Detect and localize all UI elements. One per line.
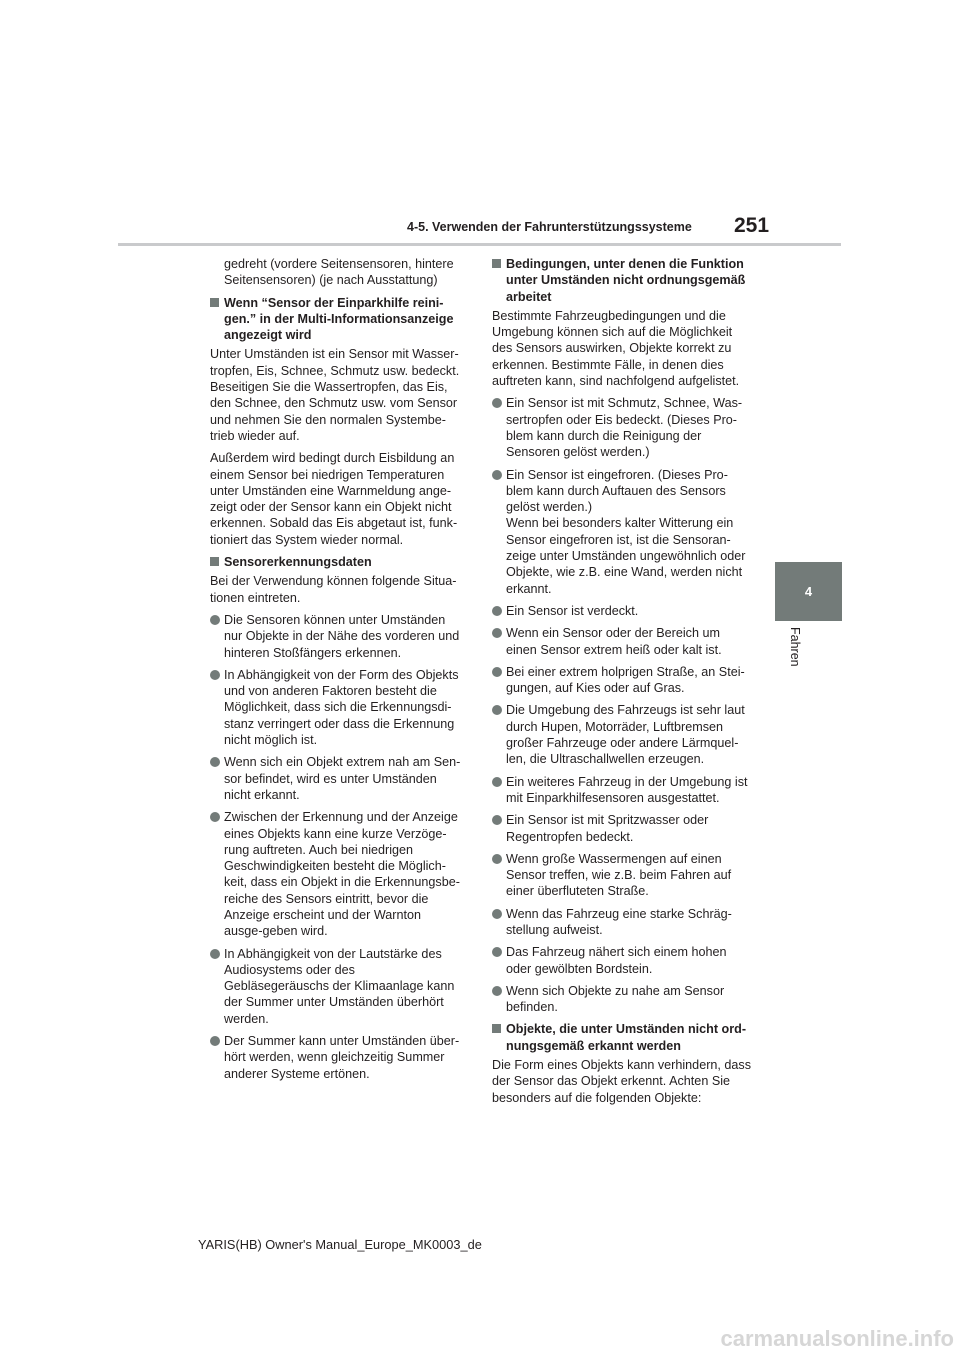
paragraph: Die Form eines Objekts kann verhindern, dass der Sensor das Objekt erkennt. Achten Sie besonders auf die folgenden Objekte: — [492, 1058, 751, 1105]
list-item-text: Der Summer kann unter Umständen über-hört werden, wenn gleichzeitig Summer anderer Systeme ertönen. — [224, 1034, 460, 1081]
paragraph: Außerdem wird bedingt durch Eisbildung an einem Sensor bei niedrigen Temperaturen unter Umständen eine Warnmeldung ange-zeigt oder der Sensor kann ein Objekt nicht erkennen. Sobald das Eis abgetaut ist, funk-tioniert das System wieder normal. — [210, 451, 458, 547]
circle-bullet-icon — [210, 670, 220, 680]
section-heading — [210, 295, 462, 344]
list-item — [492, 983, 754, 1016]
list-item — [210, 946, 462, 1027]
circle-bullet-icon — [492, 628, 502, 638]
chapter-number: 4 — [804, 584, 813, 599]
footer-manual-id: YARIS(HB) Owner's Manual_Europe_MK0003_de — [198, 1237, 482, 1252]
list-item-text: Ein Sensor ist verdeckt. — [506, 603, 639, 618]
list-item — [492, 603, 754, 619]
list-item — [492, 702, 754, 767]
list-item — [492, 625, 754, 658]
circle-bullet-icon — [492, 667, 502, 677]
square-bullet-icon — [210, 298, 219, 307]
list-item-text: Das Fahrzeug nähert sich einem hohen oder gewölbten Bordstein. — [506, 945, 727, 976]
heading-text: Sensorerkennungsdaten — [224, 555, 372, 570]
right-column — [492, 256, 754, 1112]
list-item-text: Ein Sensor ist eingefroren. (Dieses Pro-blem kann durch Auftauen des Sensors gelöst werden.) Wenn bei besonders kalter Witterung ein Sensor eingefroren ist, ist die Sensoran-zeige unter Umständen ungewöhnlich oder Objekte, wie z.B. eine Wand, werden nicht erkannt. — [506, 467, 746, 596]
list-item-text: Die Sensoren können unter Umständen nur Objekte in der Nähe des vorderen und hinteren Stoßfängers erkennen. — [224, 612, 460, 660]
circle-bullet-icon — [492, 909, 502, 919]
paragraph: Bestimmte Fahrzeugbedingungen und die Umgebung können sich auf die Möglichkeit des Sensors auswirken, Objekte korrekt zu erkennen. Bestimmte Fälle, in denen dies auftreten kann, sind nachfolgend aufgelistet. — [492, 308, 740, 389]
list-item-text: Wenn ein Sensor oder der Bereich um einen Sensor extrem heiß oder kalt ist. — [506, 626, 722, 657]
list-item-text: Zwischen der Erkennung und der Anzeige eines Objekts kann eine kurze Verzöge-rung auftreten. Auch bei niedrigen Geschwindigkeiten besteht die Möglich-keit, dass ein Objekt in die Erkennungsbe-reiche des Sensors eintritt, bevor die Anzeige erscheint und der Warnton ausge-geben wird. — [224, 810, 460, 939]
list-item — [210, 809, 462, 939]
list-item — [492, 851, 754, 900]
section-heading — [210, 554, 462, 570]
list-item — [492, 812, 754, 845]
circle-bullet-icon — [210, 1036, 220, 1046]
list-item — [492, 944, 754, 977]
list-item-text: In Abhängigkeit von der Lautstärke des Audiosystems oder des Gebläsegeräuschs der Klimaanlage kann der Summer unter Umständen überhört werden. — [224, 946, 455, 1026]
list-item-text: Wenn sich Objekte zu nahe am Sensor befinden. — [506, 983, 725, 1015]
paragraph: gedreht (vordere Seitensensoren, hintere Seitensensoren) (je nach Ausstattung) — [224, 257, 454, 288]
list-item-text: Ein weiteres Fahrzeug in der Umgebung ist mit Einparkhilfesensoren ausgestattet. — [506, 774, 748, 805]
list-item — [492, 906, 754, 939]
square-bullet-icon — [210, 557, 219, 566]
list-item — [210, 754, 462, 803]
list-item — [210, 612, 462, 661]
list-item-text: Wenn große Wassermengen auf einen Sensor treffen, wie z.B. beim Fahren auf einer überfluteten Straße. — [506, 851, 732, 899]
circle-bullet-icon — [492, 777, 502, 787]
section-heading — [492, 1021, 754, 1054]
circle-bullet-icon — [492, 705, 502, 715]
list-item-text: Ein Sensor ist mit Spritzwasser oder Regentropfen bedeckt. — [506, 813, 709, 844]
list-item — [492, 467, 754, 597]
left-column — [210, 256, 462, 1088]
list-item-text: Bei einer extrem holprigen Straße, an Stei-gungen, auf Kies oder auf Gras. — [506, 664, 745, 696]
chapter-tab — [775, 562, 842, 621]
square-bullet-icon — [492, 259, 501, 268]
watermark: carmanualsonline.info — [720, 1326, 954, 1351]
chapter-label: Fahren — [788, 627, 802, 667]
section-heading — [492, 256, 754, 305]
list-item-text: Wenn das Fahrzeug eine starke Schräg-stellung aufweist. — [506, 906, 732, 937]
paragraph: Unter Umständen ist ein Sensor mit Wasser-tropfen, Eis, Schnee, Schmutz usw. bedeckt. Beseitigen Sie die Wassertropfen, das Eis, den Schnee, den Schmutz usw. vom Sensor und nehmen Sie den normalen Systembe-trieb wieder auf. — [210, 347, 460, 443]
square-bullet-icon — [492, 1024, 501, 1033]
list-item-text: Wenn sich ein Objekt extrem nah am Sen-sor befindet, wird es unter Umständen nicht erkannt. — [224, 755, 461, 802]
circle-bullet-icon — [210, 812, 220, 822]
list-item — [492, 664, 754, 697]
list-item — [210, 667, 462, 748]
heading-text: Bedingungen, unter denen die Funktion unter Umständen nicht ordnungsgemäß arbeitet — [506, 257, 746, 304]
list-item — [210, 1033, 462, 1082]
heading-text: Wenn “Sensor der Einparkhilfe reini-gen.” in der Multi-Informationsanzeige angezeigt wird — [224, 295, 454, 343]
circle-bullet-icon — [492, 947, 502, 957]
circle-bullet-icon — [492, 398, 502, 408]
circle-bullet-icon — [492, 854, 502, 864]
circle-bullet-icon — [210, 949, 220, 959]
circle-bullet-icon — [210, 757, 220, 767]
list-item — [492, 774, 754, 807]
paragraph: Bei der Verwendung können folgende Situa-tionen eintreten. — [210, 574, 457, 605]
heading-text: Objekte, die unter Umständen nicht ord-nungsgemäß erkannt werden — [506, 1022, 747, 1053]
list-item — [492, 395, 754, 460]
list-item-text: Ein Sensor ist mit Schmutz, Schnee, Was-sertropfen oder Eis bedeckt. (Dieses Pro-blem kann durch die Reinigung der Sensoren gelöst werden.) — [506, 396, 743, 460]
list-item-text: In Abhängigkeit von der Form des Objekts und von anderen Faktoren besteht die Möglichkeit, dass sich die Erkennungsdi-stanz verringert oder dass die Erkennung nicht möglich ist. — [224, 667, 459, 748]
header-divider — [118, 243, 841, 246]
section-title: 4-5. Verwenden der Fahrunterstützungssysteme — [407, 220, 692, 234]
page-number: 251 — [734, 214, 770, 237]
circle-bullet-icon — [492, 606, 502, 616]
circle-bullet-icon — [492, 470, 502, 480]
circle-bullet-icon — [492, 986, 502, 996]
circle-bullet-icon — [492, 815, 502, 825]
list-item-text: Die Umgebung des Fahrzeugs ist sehr laut durch Hupen, Motorräder, Luftbremsen großer Fahrzeuge oder andere Lärmquel-len, die Ultraschallwellen erzeugen. — [506, 703, 745, 767]
circle-bullet-icon — [210, 615, 220, 625]
